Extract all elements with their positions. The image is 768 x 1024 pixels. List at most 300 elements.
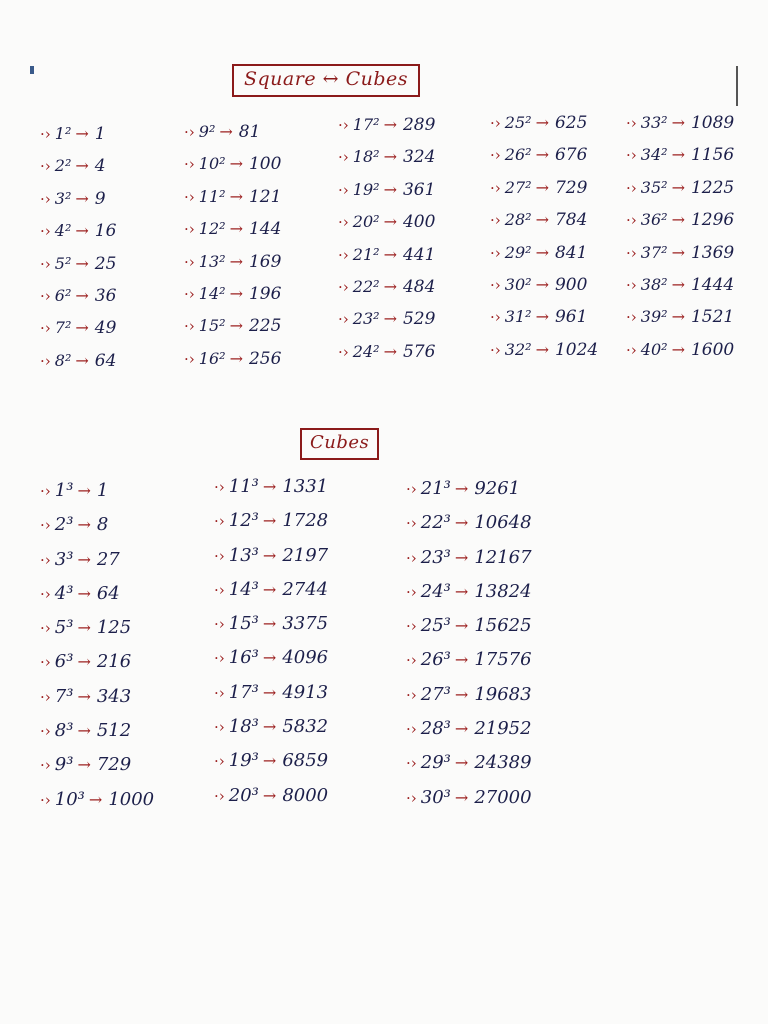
bullet-arrow-icon: ·›: [184, 155, 195, 174]
cube-base: 10³: [54, 788, 85, 810]
bullet-arrow-icon: ·›: [184, 284, 195, 303]
square-result: 576: [402, 341, 436, 362]
cube-base: 16³: [228, 647, 259, 669]
arrow-icon: →: [454, 650, 469, 670]
cube-result: 8000: [282, 784, 329, 806]
square-entry: [40, 350, 117, 385]
section-title-cubes: Cubes: [300, 428, 379, 460]
cube-result: 1331: [282, 476, 329, 497]
arrow-icon: →: [454, 684, 469, 704]
square-entry: [338, 311, 435, 343]
scan-mark: [30, 66, 34, 74]
square-result: 784: [554, 210, 588, 231]
arrow-icon: →: [77, 481, 91, 500]
square-result: 1: [94, 124, 106, 144]
arrow-icon: →: [454, 513, 469, 533]
arrow-icon: →: [77, 721, 91, 741]
arrow-icon: →: [77, 549, 91, 569]
cube-entry: [40, 653, 154, 687]
square-base: 7²: [54, 318, 72, 338]
arrow-icon: →: [454, 479, 469, 498]
square-entry: [338, 244, 436, 279]
square-base: 16²: [198, 348, 226, 368]
square-entry: [626, 242, 735, 277]
square-entry: [184, 156, 281, 188]
cube-result: 10648: [474, 512, 532, 534]
bullet-arrow-icon: ·›: [40, 687, 51, 706]
square-result: 729: [554, 177, 588, 198]
square-result: 1225: [690, 177, 735, 198]
arrow-icon: →: [535, 113, 549, 132]
cube-entry: [40, 619, 154, 653]
square-base: 35²: [640, 177, 668, 197]
arrow-icon: →: [229, 154, 243, 174]
square-result: 441: [402, 244, 436, 265]
arrow-icon: →: [262, 751, 277, 771]
square-result: 400: [402, 212, 436, 233]
bullet-arrow-icon: ·›: [40, 584, 51, 603]
square-entry: [40, 188, 116, 223]
arrow-icon: →: [383, 309, 397, 329]
cube-base: 1³: [54, 480, 74, 501]
arrow-icon: →: [383, 179, 397, 199]
square-entry: [626, 274, 735, 309]
square-result: 1089: [690, 113, 735, 133]
bullet-arrow-icon: ·›: [338, 148, 349, 167]
cube-result: 8: [96, 514, 109, 536]
cube-entry: [40, 516, 154, 550]
arrow-icon: →: [671, 210, 685, 230]
arrow-icon: →: [262, 511, 277, 531]
bullet-arrow-icon: ·›: [40, 125, 51, 143]
cube-base: 25³: [420, 615, 451, 637]
bullet-arrow-icon: ·›: [490, 211, 501, 230]
arrow-icon: →: [262, 545, 277, 565]
square-result: 1296: [690, 210, 735, 231]
square-result: 49: [94, 318, 117, 339]
cube-result: 1728: [282, 510, 329, 532]
bullet-arrow-icon: ·›: [40, 157, 51, 176]
cube-base: 19³: [228, 750, 259, 772]
square-entry: [338, 117, 435, 149]
arrow-icon: →: [383, 244, 397, 264]
arrow-icon: →: [75, 188, 89, 208]
cube-entry: [214, 578, 329, 615]
bullet-arrow-icon: ·›: [626, 308, 637, 327]
square-base: 29²: [504, 242, 532, 262]
arrow-icon: →: [383, 276, 397, 296]
cube-base: 6³: [54, 651, 74, 673]
cube-result: 5832: [282, 716, 329, 738]
arrow-icon: →: [383, 341, 397, 361]
arrow-icon: →: [535, 145, 549, 165]
bullet-arrow-icon: ·›: [490, 243, 501, 262]
cube-result: 6859: [282, 750, 329, 772]
arrow-icon: →: [262, 717, 277, 737]
arrow-icon: →: [262, 614, 277, 634]
square-result: 9: [94, 188, 106, 209]
cube-entry: [214, 752, 328, 786]
bullet-arrow-icon: ·›: [338, 277, 349, 296]
square-result: 961: [554, 307, 588, 328]
squares-column: [338, 117, 435, 376]
arrow-icon: →: [77, 515, 91, 535]
square-result: 1156: [690, 145, 735, 166]
square-result: 81: [238, 122, 261, 142]
square-entry: [184, 283, 282, 318]
square-entry: [338, 214, 435, 246]
square-result: 25: [94, 253, 117, 274]
cube-base: 22³: [420, 512, 451, 534]
arrow-icon: →: [77, 618, 91, 638]
square-entry: [626, 309, 734, 341]
square-result: 121: [248, 186, 282, 207]
arrow-icon: →: [454, 719, 469, 739]
square-entry: [338, 341, 436, 376]
bullet-arrow-icon: ·›: [40, 550, 51, 569]
cube-base: 5³: [54, 617, 74, 639]
cube-base: 11³: [228, 476, 259, 497]
bullet-arrow-icon: ·›: [40, 722, 51, 741]
arrow-icon: →: [75, 124, 89, 143]
square-base: 19²: [352, 179, 380, 199]
cubes-column: [406, 480, 532, 823]
square-base: 14²: [198, 283, 226, 303]
arrow-icon: →: [219, 122, 233, 141]
bullet-arrow-icon: ·›: [338, 310, 349, 329]
square-result: 256: [248, 348, 282, 369]
cube-base: 21³: [420, 478, 451, 499]
square-entry: [184, 251, 282, 286]
arrow-icon: →: [229, 186, 243, 206]
square-entry: [490, 274, 598, 309]
bullet-arrow-icon: ·›: [406, 685, 417, 704]
cube-result: 9261: [474, 478, 521, 499]
square-entry: [490, 177, 598, 212]
arrow-icon: →: [383, 147, 397, 167]
bullet-arrow-icon: ·›: [184, 252, 195, 271]
square-base: 28²: [504, 210, 532, 230]
square-base: 31²: [504, 307, 532, 327]
arrow-icon: →: [229, 283, 243, 303]
square-result: 1444: [690, 274, 735, 295]
square-base: 13²: [198, 251, 226, 271]
cube-entry: [406, 786, 532, 823]
bullet-arrow-icon: ·›: [490, 308, 501, 327]
square-entry: [626, 115, 734, 147]
square-base: 39²: [640, 307, 668, 327]
bullet-arrow-icon: ·›: [406, 720, 417, 739]
bullet-arrow-icon: ·›: [184, 220, 195, 239]
arrow-icon: →: [88, 789, 103, 809]
arrow-icon: →: [77, 686, 91, 706]
cube-result: 4913: [282, 681, 329, 703]
square-entry: [626, 212, 734, 244]
bullet-arrow-icon: ·›: [626, 146, 637, 165]
square-entry: [490, 147, 598, 179]
square-result: 529: [402, 309, 436, 330]
bullet-arrow-icon: ·›: [40, 319, 51, 338]
cube-result: 512: [96, 720, 132, 742]
square-entry: [40, 253, 117, 288]
bullet-arrow-icon: ·›: [626, 114, 637, 132]
cube-result: 64: [96, 582, 120, 604]
bullet-arrow-icon: ·›: [626, 340, 637, 359]
bullet-arrow-icon: ·›: [214, 512, 225, 531]
square-result: 1600: [690, 339, 735, 360]
cube-result: 2744: [282, 578, 329, 600]
square-base: 30²: [504, 274, 532, 294]
cube-entry: [406, 651, 532, 685]
square-result: 1369: [690, 242, 735, 263]
arrow-icon: →: [75, 318, 89, 338]
square-entry: [626, 177, 735, 212]
cube-base: 29³: [420, 752, 451, 774]
bullet-arrow-icon: ·›: [40, 516, 51, 535]
bullet-arrow-icon: ·›: [40, 222, 51, 241]
square-base: 24²: [352, 341, 380, 361]
square-result: 900: [554, 274, 588, 295]
square-base: 25²: [504, 113, 532, 132]
arrow-icon: →: [75, 350, 89, 370]
cube-result: 343: [96, 685, 132, 707]
bullet-arrow-icon: ·›: [406, 548, 417, 567]
bullet-arrow-icon: ·›: [490, 178, 501, 197]
bullet-arrow-icon: ·›: [338, 342, 349, 361]
bullet-arrow-icon: ·›: [490, 275, 501, 294]
cube-result: 12167: [474, 546, 532, 568]
squares-column: [626, 115, 734, 374]
cube-entry: [406, 754, 532, 788]
cube-result: 4096: [282, 647, 329, 669]
cube-base: 27³: [420, 683, 451, 705]
square-entry: [40, 158, 116, 190]
cube-base: 24³: [420, 580, 451, 602]
arrow-icon: →: [454, 547, 469, 567]
square-entry: [490, 339, 599, 374]
square-entry: [626, 147, 734, 179]
arrow-icon: →: [454, 616, 469, 636]
bullet-arrow-icon: ·›: [214, 683, 225, 702]
square-base: 9²: [198, 122, 216, 141]
cube-entry: [40, 685, 154, 722]
square-base: 23²: [352, 309, 380, 329]
arrow-icon: →: [75, 253, 89, 273]
arrow-icon: →: [262, 477, 277, 496]
arrow-icon: →: [671, 274, 685, 294]
bullet-arrow-icon: ·›: [40, 189, 51, 208]
bullet-arrow-icon: ·›: [338, 245, 349, 264]
bullet-arrow-icon: ·›: [406, 480, 417, 498]
bullet-arrow-icon: ·›: [40, 286, 51, 305]
cube-base: 17³: [228, 681, 259, 703]
square-result: 1024: [554, 339, 599, 360]
cube-entry: [406, 580, 532, 617]
bullet-arrow-icon: ·›: [406, 582, 417, 601]
square-base: 36²: [640, 210, 668, 230]
square-base: 8²: [54, 350, 72, 370]
square-entry: [338, 179, 436, 214]
arrow-icon: →: [535, 339, 549, 359]
square-result: 196: [248, 283, 282, 304]
cube-entry: [214, 649, 328, 683]
square-base: 18²: [352, 147, 380, 167]
cube-result: 24389: [474, 752, 532, 774]
squares-column: [184, 124, 281, 383]
arrow-icon: →: [262, 648, 277, 668]
cube-base: 2³: [54, 514, 74, 536]
bullet-arrow-icon: ·›: [406, 514, 417, 533]
squares-column: [490, 115, 598, 374]
bullet-arrow-icon: ·›: [214, 786, 225, 805]
square-base: 34²: [640, 145, 668, 165]
square-entry: [184, 221, 281, 253]
cube-base: 23³: [420, 546, 451, 568]
cube-result: 15625: [474, 615, 532, 637]
bullet-arrow-icon: ·›: [184, 317, 195, 336]
square-base: 15²: [198, 316, 226, 336]
cube-entry: [406, 514, 532, 548]
cube-base: 30³: [420, 786, 451, 808]
bullet-arrow-icon: ·›: [40, 351, 51, 370]
square-result: 676: [554, 145, 588, 166]
square-entry: [184, 318, 281, 350]
arrow-icon: →: [75, 221, 89, 241]
square-entry: [184, 186, 282, 221]
square-result: 36: [94, 285, 117, 306]
bullet-arrow-icon: ·›: [40, 482, 51, 500]
square-entry: [490, 242, 598, 277]
arrow-icon: →: [383, 115, 397, 134]
square-base: 26²: [504, 145, 532, 165]
scan-mark: [736, 66, 738, 106]
square-result: 289: [402, 115, 436, 135]
square-result: 1521: [690, 307, 735, 328]
cube-base: 18³: [228, 716, 259, 738]
arrow-icon: →: [77, 755, 91, 775]
squares-column: [40, 126, 116, 385]
cube-entry: [406, 720, 532, 754]
cube-entry: [214, 544, 329, 581]
square-result: 484: [402, 276, 436, 297]
square-result: 225: [248, 316, 282, 337]
cube-entry: [214, 478, 328, 512]
cube-base: 26³: [420, 649, 451, 671]
square-result: 64: [94, 350, 117, 371]
cube-entry: [214, 512, 328, 546]
bullet-arrow-icon: ·›: [40, 790, 51, 809]
square-base: 1²: [54, 124, 72, 143]
square-base: 4²: [54, 221, 72, 241]
bullet-arrow-icon: ·›: [490, 114, 501, 132]
cube-entry: [214, 681, 329, 718]
arrow-icon: →: [262, 785, 277, 805]
square-result: 169: [248, 251, 282, 272]
cube-entry: [406, 480, 532, 514]
arrow-icon: →: [77, 583, 91, 603]
square-entry: [338, 276, 436, 311]
cube-base: 15³: [228, 613, 259, 635]
cube-result: 13824: [474, 580, 532, 602]
bullet-arrow-icon: ·›: [626, 275, 637, 294]
square-entry: [40, 285, 117, 320]
square-base: 17²: [352, 115, 380, 134]
bullet-arrow-icon: ·›: [406, 617, 417, 636]
cube-entry: [40, 548, 154, 585]
square-base: 37²: [640, 242, 668, 262]
cube-result: 3375: [282, 613, 329, 635]
square-result: 841: [554, 242, 588, 263]
bullet-arrow-icon: ·›: [406, 754, 417, 773]
square-entry: [40, 126, 116, 158]
bullet-arrow-icon: ·›: [338, 180, 349, 199]
square-entry: [490, 309, 598, 341]
cube-entry: [40, 788, 155, 825]
arrow-icon: →: [535, 242, 549, 262]
cube-result: 27000: [474, 786, 532, 808]
arrow-icon: →: [535, 307, 549, 327]
bullet-arrow-icon: ·›: [490, 146, 501, 165]
cubes-column: [40, 482, 154, 825]
cube-entry: [406, 683, 532, 720]
arrow-icon: →: [77, 652, 91, 672]
square-entry: [490, 115, 598, 147]
square-base: 3²: [54, 188, 72, 208]
cube-entry: [40, 582, 154, 619]
arrow-icon: →: [229, 316, 243, 336]
bullet-arrow-icon: ·›: [184, 349, 195, 368]
cube-result: 21952: [474, 718, 532, 740]
square-base: 27²: [504, 177, 532, 197]
square-result: 144: [248, 219, 282, 240]
bullet-arrow-icon: ·›: [214, 615, 225, 634]
square-base: 6²: [54, 285, 72, 305]
bullet-arrow-icon: ·›: [40, 619, 51, 638]
cube-base: 3³: [54, 548, 74, 570]
arrow-icon: →: [262, 682, 277, 702]
arrow-icon: →: [75, 156, 89, 176]
bullet-arrow-icon: ·›: [184, 123, 195, 141]
bullet-arrow-icon: ·›: [626, 243, 637, 262]
square-base: 32²: [504, 339, 532, 359]
bullet-arrow-icon: ·›: [214, 718, 225, 737]
cube-result: 1: [96, 480, 109, 501]
cube-result: 729: [96, 754, 132, 776]
square-base: 20²: [352, 212, 380, 232]
square-entry: [40, 223, 116, 255]
square-base: 22²: [352, 276, 380, 296]
square-base: 11²: [198, 186, 226, 206]
arrow-icon: →: [262, 579, 277, 599]
square-base: 5²: [54, 253, 72, 273]
bullet-arrow-icon: ·›: [214, 752, 225, 771]
cube-entry: [214, 615, 328, 649]
bullet-arrow-icon: ·›: [338, 116, 349, 134]
arrow-icon: →: [535, 274, 549, 294]
bullet-arrow-icon: ·›: [338, 213, 349, 232]
cube-base: 28³: [420, 718, 451, 740]
cube-base: 8³: [54, 720, 74, 742]
square-result: 625: [554, 113, 588, 133]
cube-entry: [406, 617, 532, 651]
cube-result: 19683: [474, 683, 532, 705]
square-result: 4: [94, 156, 106, 177]
bullet-arrow-icon: ·›: [40, 756, 51, 775]
arrow-icon: →: [229, 251, 243, 271]
cube-base: 20³: [228, 784, 259, 806]
cube-result: 125: [96, 617, 132, 639]
cube-base: 13³: [228, 544, 259, 566]
